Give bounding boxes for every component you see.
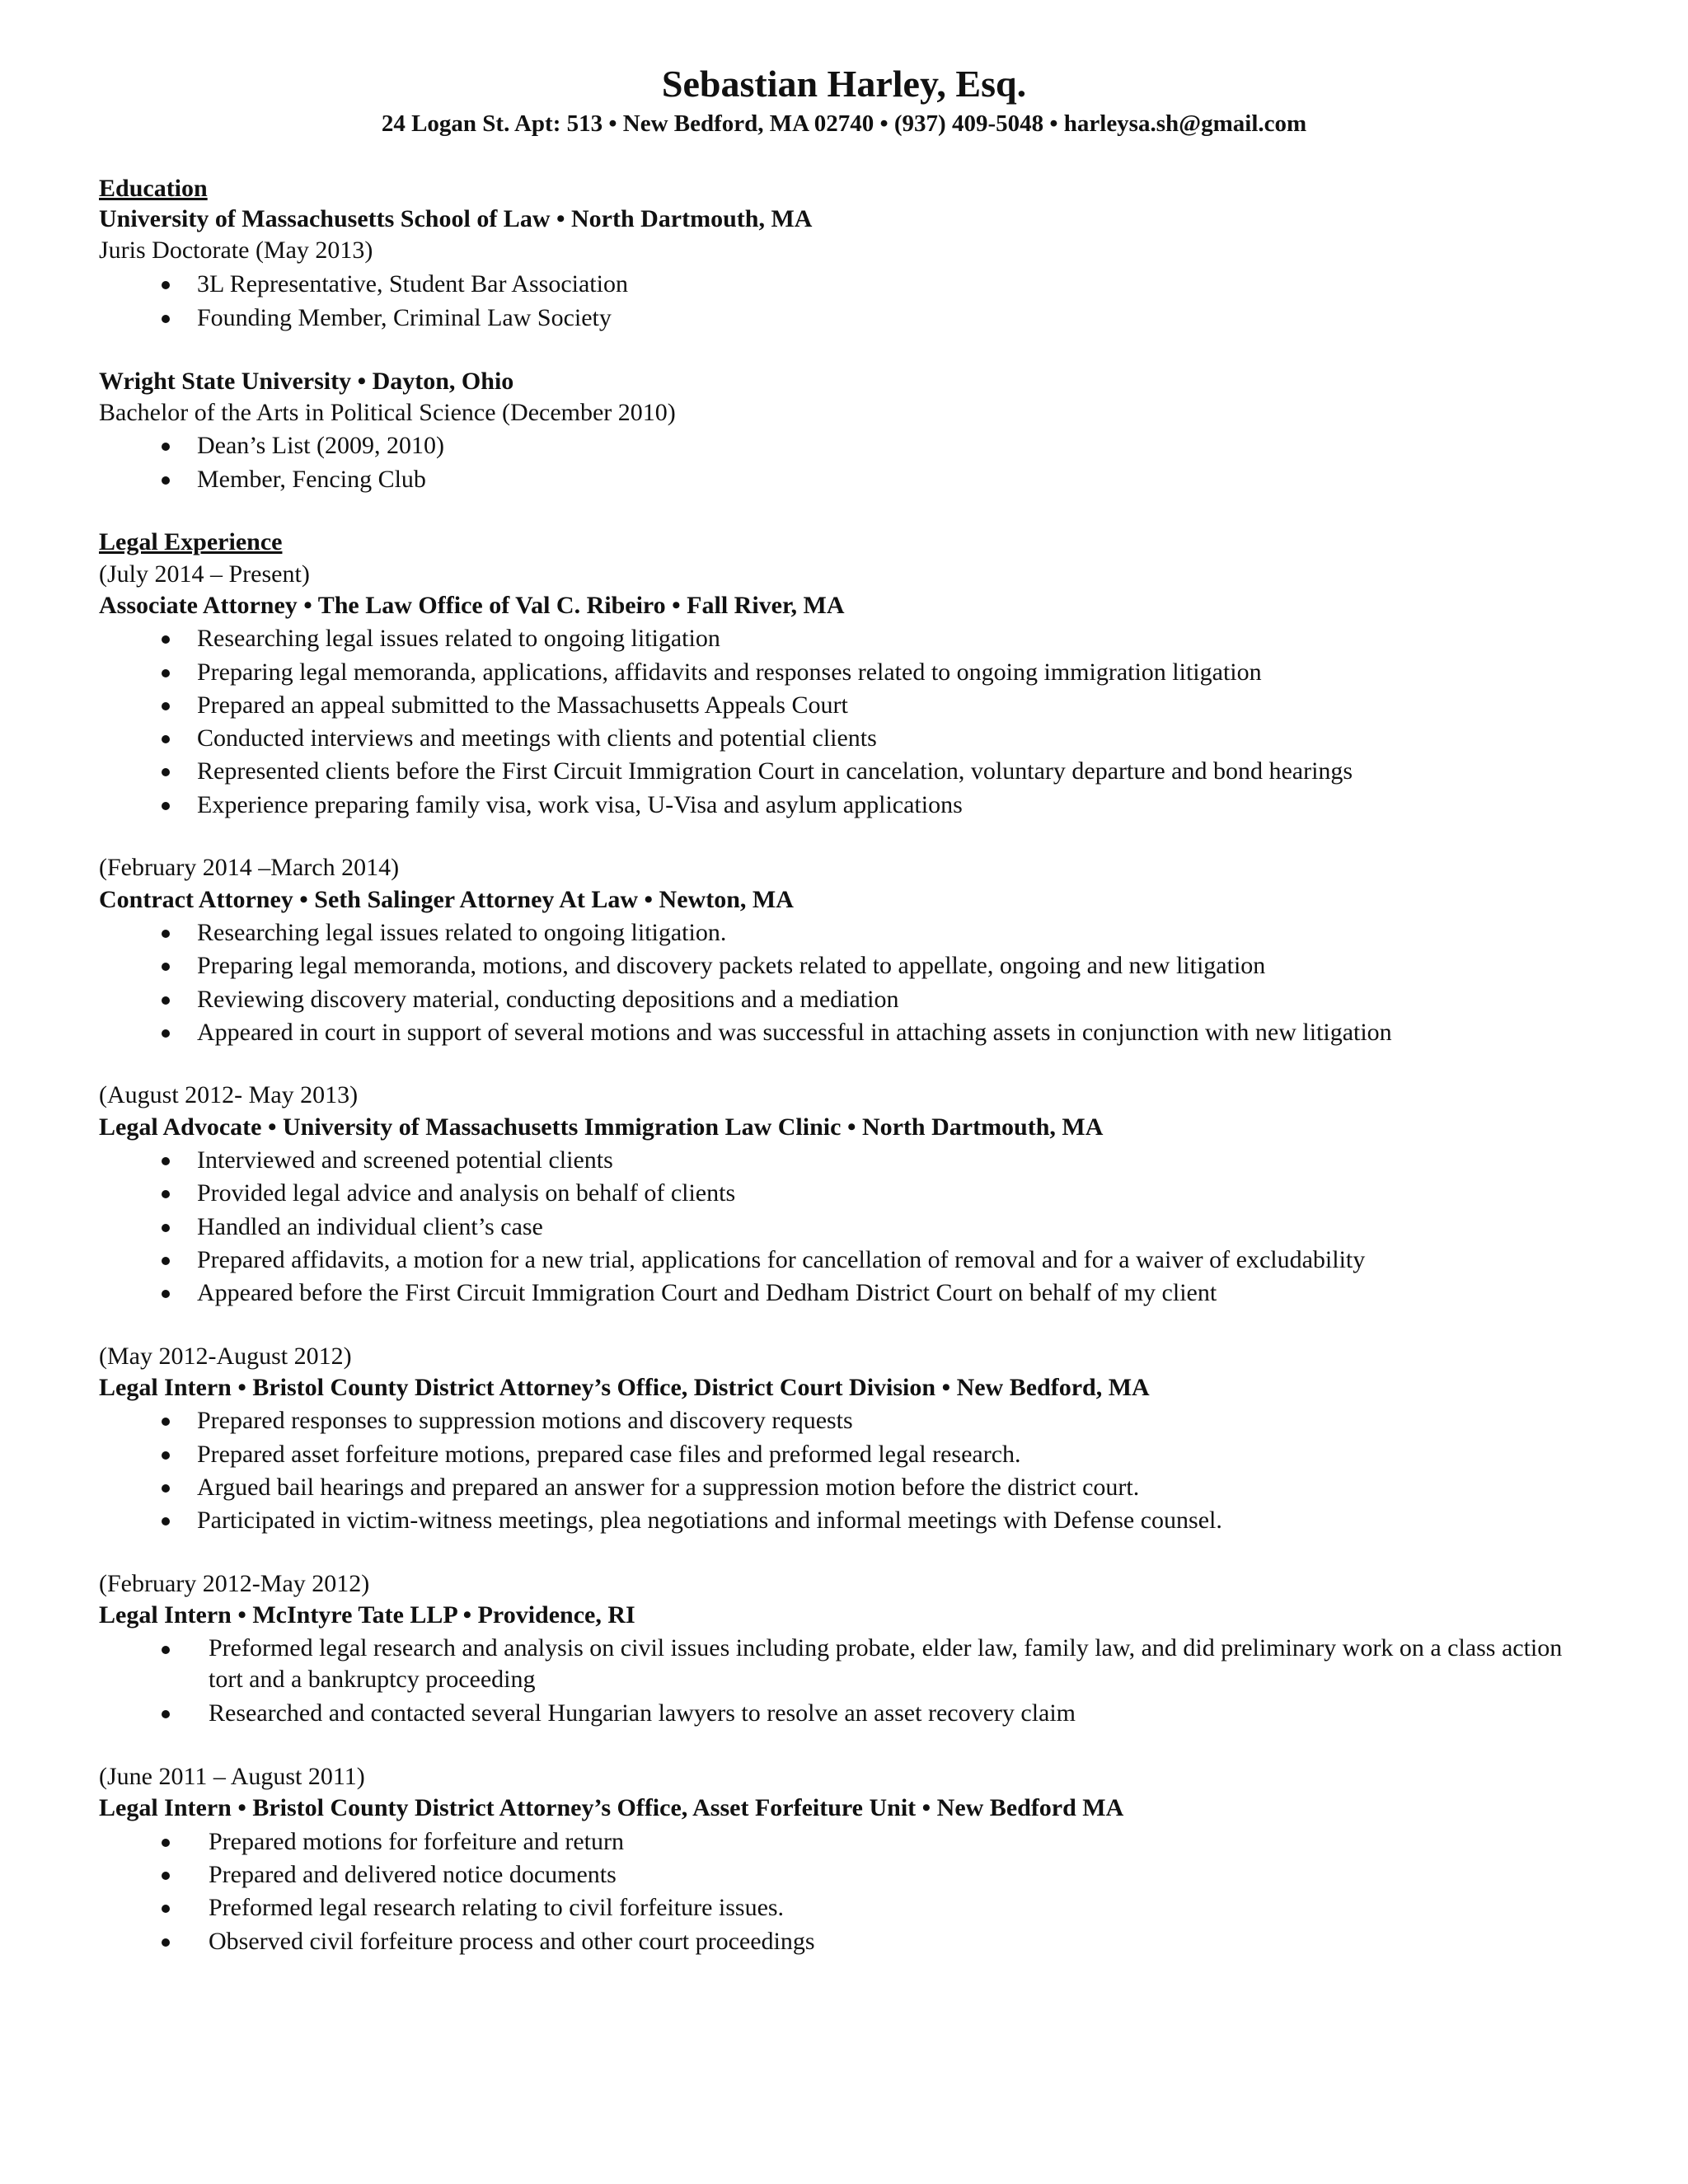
bullet-icon <box>162 1451 170 1460</box>
bullet-icon <box>162 1646 170 1654</box>
bullet-icon <box>162 1484 170 1493</box>
bullet-icon <box>162 802 170 810</box>
job-title: Legal Intern • Bristol County District Attorney’s Office, Asset Forfeiture Unit • New Bedford MA <box>99 1794 1124 1821</box>
bullet-icon <box>162 963 170 971</box>
bullet-icon <box>162 635 170 644</box>
education-heading: Education <box>99 175 208 202</box>
bullet-icon <box>162 1839 170 1847</box>
bullet-icon <box>162 1872 170 1880</box>
bullet-icon <box>162 1257 170 1265</box>
degree-ba: Bachelor of the Arts in Political Science (December 2010) <box>99 399 676 426</box>
bullet-icon <box>162 1710 170 1718</box>
school-umass-law: University of Massachusetts School of Law • North Dartmouth, MA <box>99 205 813 232</box>
bullet-icon <box>162 669 170 677</box>
bullet-icon <box>162 1029 170 1038</box>
bullet-icon <box>162 281 170 289</box>
bullet-icon <box>162 315 170 323</box>
job-dates: (May 2012-August 2012) <box>99 1343 352 1370</box>
bullet-icon <box>162 1190 170 1198</box>
candidate-name: Sebastian Harley, Esq. <box>661 63 1027 105</box>
job-title: Associate Attorney • The Law Office of Val C. Ribeiro • Fall River, MA <box>99 592 845 619</box>
degree-jd: Juris Doctorate (May 2013) <box>99 237 373 264</box>
bullet-icon <box>162 476 170 485</box>
bullet-icon <box>162 930 170 938</box>
bullet-icon <box>162 768 170 776</box>
bullet-icon <box>162 1905 170 1913</box>
bullet-icon <box>162 1157 170 1165</box>
job-title: Contract Attorney • Seth Salinger Attorney At Law • Newton, MA <box>99 886 794 913</box>
job-dates: (June 2011 – August 2011) <box>99 1763 365 1790</box>
bullet-icon <box>162 1224 170 1232</box>
job-dates: (August 2012- May 2013) <box>99 1081 359 1108</box>
bullet-icon <box>162 1290 170 1298</box>
bullet-icon <box>162 1418 170 1426</box>
job-title: Legal Intern • Bristol County District Attorney’s Office, District Court Division • New Bedford, MA <box>99 1374 1150 1401</box>
job-title: Legal Intern • McIntyre Tate LLP • Providence, RI <box>99 1601 635 1629</box>
job-dates: (February 2014 –March 2014) <box>99 854 400 881</box>
bullet-icon <box>162 1938 170 1947</box>
contact-line: 24 Logan St. Apt: 513 • New Bedford, MA 02740 • (937) 409-5048 • harleysa.sh@gmail.com <box>381 110 1307 137</box>
school-wright-state: Wright State University • Dayton, Ohio <box>99 368 514 395</box>
job-dates: (July 2014 – Present) <box>99 560 310 588</box>
resume-page: Sebastian Harley, Esq. 24 Logan St. Apt: 513 • New Bedford, MA 02740 • (937) 409-5048 • harleysa.sh@gmail.com Education University of Massachusetts School of Law • North Dartmouth, MA Juris Doctorate (May 2013) 3L Representative, Student Bar Association Founding Member, Criminal Law Society Wright State University • Dayton, Ohio Bachelor of the Arts in Political Science (December 2010) Dean’s List (2009, 2010) Member, Fencing Club Legal Experience (July 2014 – Present) Associate Attorney • The Law Office of Val C. Ribeiro • Fall River, MA Researching legal issues related to ongoing litigation Preparing legal memoranda, applications, affidavits and responses related to ongoing immigration litigation Prepared an appeal submitted to the Massachusetts Appeals Court Conducted interviews and meetings with clients and potential clients Represented clients before the First Circuit Immigration Court in cancelation, voluntary departure and bond hearings Experience preparing family visa, work visa, U-Visa and asylum applications (February 2014 –March 2014) Contract Attorney • Seth Salinger Attorney At Law • Newton, MA Researching legal issues related to ongoing litigation. Preparing legal memoranda, motions, and discovery packets related to appellate, ongoing and new litigation Reviewing discovery material, conducting depositions and a mediation Appeared in court in support of several motions and was successful in attaching assets in conjunction with new litigation (August 2012- May 2013) Legal Advocate • University of Massachusetts Immigration Law Clinic • North Dartmouth, MA Interviewed and screened potential clients Provided legal advice and analysis on behalf of clients Handled an individual client’s case Prepared affidavits, a motion for a new trial, applications for cancellation of removal and for a waiver of excludability Appeared before the First Circuit Immigration Court and Dedham District Court on behalf of my client (May 2012-August 2012) Legal Intern • Bristol County District Attorney’s Office, District Court Division • New Bedford, MA Prepared responses to suppression motions and discovery requests Prepared asset forfeiture motions, prepared case files and preformed legal research. Argued bail hearings and prepared an answer for a suppression motion before the district court. Participated in victim-witness meetings, plea negotiations and informal meetings with Defense counsel. (February 2012-May 2012) Legal Intern • McIntyre Tate LLP • Providence, RI Preformed legal research and analysis on civil issues including probate, elder law, family law, and did preliminary work on a class action tort and a bankruptcy proceeding Researched and contacted several Hungarian lawyers to resolve an asset recovery claim (June 2011 – August 2011) Legal Intern • Bristol County District Attorney’s Office, Asset Forfeiture Unit • New Bedford MA Prepared motions for forfeiture and return Prepared and delivered notice documents Preformed legal research relating to civil forfeiture issues. Observed civil forfeiture process and other court proceedings <box>0 0 1688 2184</box>
bullet-icon <box>162 1517 170 1526</box>
bullet-icon <box>162 735 170 743</box>
experience-heading: Legal Experience <box>99 528 283 555</box>
bullet-icon <box>162 443 170 451</box>
bullet-icon <box>162 996 170 1005</box>
job-title: Legal Advocate • University of Massachusetts Immigration Law Clinic • North Dartmouth, MA <box>99 1113 1104 1141</box>
job-dates: (February 2012-May 2012) <box>99 1570 370 1597</box>
bullet-icon <box>162 702 170 710</box>
